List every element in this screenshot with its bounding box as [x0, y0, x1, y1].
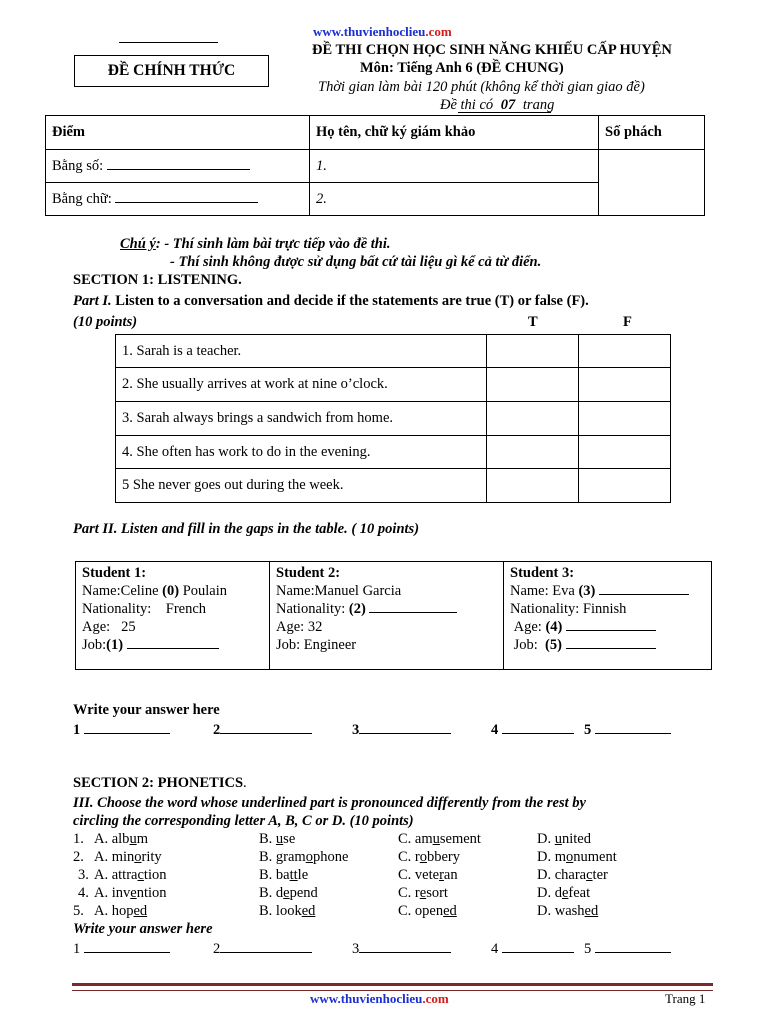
- option-5d[interactable]: D. washed: [537, 903, 599, 919]
- true-header: T: [528, 314, 538, 330]
- true-box-4[interactable]: [487, 436, 579, 469]
- age-3-blank[interactable]: [566, 618, 656, 631]
- option-3d[interactable]: D. character: [537, 867, 608, 883]
- true-false-table: [115, 334, 671, 503]
- notes-line-2: - Thí sinh không được sử dụng bất cứ tài liệu gì kể cả từ điển.: [170, 254, 542, 270]
- nationality-2-blank[interactable]: [369, 600, 457, 613]
- section1-answer-title: Write your answer here: [73, 702, 220, 718]
- official-exam-box: [74, 55, 269, 87]
- section1-answer-1[interactable]: [84, 721, 170, 734]
- section2-answer-row: 1 2 3 4 5: [73, 940, 683, 958]
- student-1-cell: Student 1: Name:Celine (0) Poulain Nationality: French Age: 25 Job:(1): [76, 562, 270, 670]
- official-label: ĐỀ CHÍNH THỨC: [107, 62, 236, 79]
- job-3-blank[interactable]: [566, 636, 656, 649]
- students-table: [75, 561, 712, 670]
- false-box-5[interactable]: [579, 469, 671, 503]
- section1-title: SECTION 1: LISTENING.: [73, 272, 242, 288]
- student-2-cell: Student 2: Name:Manuel Garcia Nationality: (2) Age: 32 Job: Engineer: [270, 562, 504, 670]
- score-table: [45, 115, 705, 216]
- option-1a[interactable]: A. album: [94, 831, 148, 847]
- section2-answer-3[interactable]: [359, 940, 451, 953]
- job-1-blank[interactable]: [127, 636, 219, 649]
- option-4c[interactable]: C. resort: [398, 885, 448, 901]
- section1-answer-4[interactable]: [502, 721, 574, 734]
- true-box-5[interactable]: [487, 469, 579, 503]
- option-3a[interactable]: A. attraction: [94, 867, 167, 883]
- examiner-1-cell[interactable]: 1.: [310, 150, 599, 183]
- true-box-3[interactable]: [487, 402, 579, 436]
- score-number-cell[interactable]: Bằng số:: [46, 150, 310, 183]
- section2-answer-5[interactable]: [595, 940, 671, 953]
- false-box-1[interactable]: [579, 335, 671, 368]
- section1-answer-5[interactable]: [595, 721, 671, 734]
- score-words-cell[interactable]: Bằng chữ:: [46, 183, 310, 216]
- table-row: [116, 368, 671, 402]
- option-5c[interactable]: C. opened: [398, 903, 457, 919]
- part2-title: Part II. Listen and fill in the gaps in the table. ( 10 points): [73, 521, 420, 537]
- option-1c[interactable]: C. amusement: [398, 831, 481, 847]
- option-2b[interactable]: B. gramophone: [259, 849, 349, 865]
- page-number: Trang 1: [665, 991, 706, 1006]
- section2-instruction-2: circling the corresponding letter A, B, C or D. (10 points): [73, 813, 414, 829]
- exam-page-count: Đề thi có 07 trang: [440, 97, 555, 113]
- code-col-header: Số phách: [599, 116, 705, 150]
- part1-points: (10 points): [73, 314, 138, 330]
- question-3-number: 3.: [78, 867, 89, 883]
- true-box-1[interactable]: [487, 335, 579, 368]
- option-4b[interactable]: B. depend: [259, 885, 318, 901]
- statement-4: 4. She often has work to do in the evening.: [116, 436, 487, 469]
- section1-answer-2[interactable]: [220, 721, 312, 734]
- question-4-number: 4.: [78, 885, 89, 901]
- table-row: [116, 436, 671, 469]
- phonetics-questions: [73, 831, 713, 923]
- code-cell[interactable]: [599, 150, 705, 216]
- option-4d[interactable]: D. defeat: [537, 885, 591, 901]
- section1-answer-row: 1 2 3 4 5: [73, 721, 683, 739]
- footer-rule: [72, 983, 713, 991]
- part1-instruction: Part I. Listen to a conversation and decide if the statements are true (T) or false (F).: [73, 293, 589, 309]
- exam-duration: Thời gian làm bài 120 phút (không kể thời gian giao đề): [318, 79, 645, 95]
- statement-3: 3. Sarah always brings a sandwich from home.: [116, 402, 487, 436]
- section2-instruction-1: III. Choose the word whose underlined part is pronounced differently from the rest by: [73, 795, 586, 811]
- header-site-url[interactable]: www.thuvienhoclieu.com: [313, 24, 452, 39]
- name-3-blank[interactable]: [599, 582, 689, 595]
- question-2-number: 2.: [73, 849, 84, 865]
- question-1-number: 1.: [73, 831, 84, 847]
- statement-1: 1. Sarah is a teacher.: [116, 335, 487, 368]
- option-5b[interactable]: B. looked: [259, 903, 316, 919]
- false-box-2[interactable]: [579, 368, 671, 402]
- footer-site-url[interactable]: www.thuvienhoclieu.com: [310, 991, 449, 1006]
- option-1b[interactable]: B. use: [259, 831, 296, 847]
- question-5-number: 5.: [73, 903, 84, 919]
- section2-answer-4[interactable]: [502, 940, 574, 953]
- table-row: [116, 335, 671, 368]
- exam-title: ĐỀ THI CHỌN HỌC SINH NĂNG KHIẾU CẤP HUYỆN: [312, 42, 672, 58]
- examiner-2-cell[interactable]: 2.: [310, 183, 599, 216]
- option-3b[interactable]: B. battle: [259, 867, 309, 883]
- statement-2: 2. She usually arrives at work at nine o’clock.: [116, 368, 487, 402]
- section2-answer-title: Write your answer here: [73, 921, 213, 937]
- false-header: F: [623, 314, 632, 330]
- table-row: [116, 469, 671, 503]
- false-box-3[interactable]: [579, 402, 671, 436]
- false-box-4[interactable]: [579, 436, 671, 469]
- true-box-2[interactable]: [487, 368, 579, 402]
- notes-line-1: Chú ý: - Thí sinh làm bài trực tiếp vào đề thi.: [120, 236, 391, 252]
- statement-5: 5 She never goes out during the week.: [116, 469, 487, 503]
- examiner-col-header: Họ tên, chữ ký giám khảo: [310, 116, 599, 150]
- header-rule: [119, 42, 218, 43]
- student-3-cell: Student 3: Name: Eva (3) Nationality: Finnish Age: (4) Job: (5): [504, 562, 712, 670]
- exam-subject: Môn: Tiếng Anh 6 (ĐỀ CHUNG): [360, 60, 564, 76]
- section2-title: SECTION 2: PHONETICS.: [73, 775, 247, 791]
- section1-answer-3[interactable]: [359, 721, 451, 734]
- section2-answer-1[interactable]: [84, 940, 170, 953]
- option-2c[interactable]: C. robbery: [398, 849, 461, 865]
- option-2a[interactable]: A. minority: [94, 849, 162, 865]
- option-2d[interactable]: D. monument: [537, 849, 617, 865]
- section2-answer-2[interactable]: [220, 940, 312, 953]
- option-1d[interactable]: D. united: [537, 831, 591, 847]
- score-col-header: Điểm: [46, 116, 310, 150]
- option-3c[interactable]: C. veteran: [398, 867, 458, 883]
- option-5a[interactable]: A. hoped: [94, 903, 148, 919]
- option-4a[interactable]: A. invention: [94, 885, 167, 901]
- table-row: [116, 402, 671, 436]
